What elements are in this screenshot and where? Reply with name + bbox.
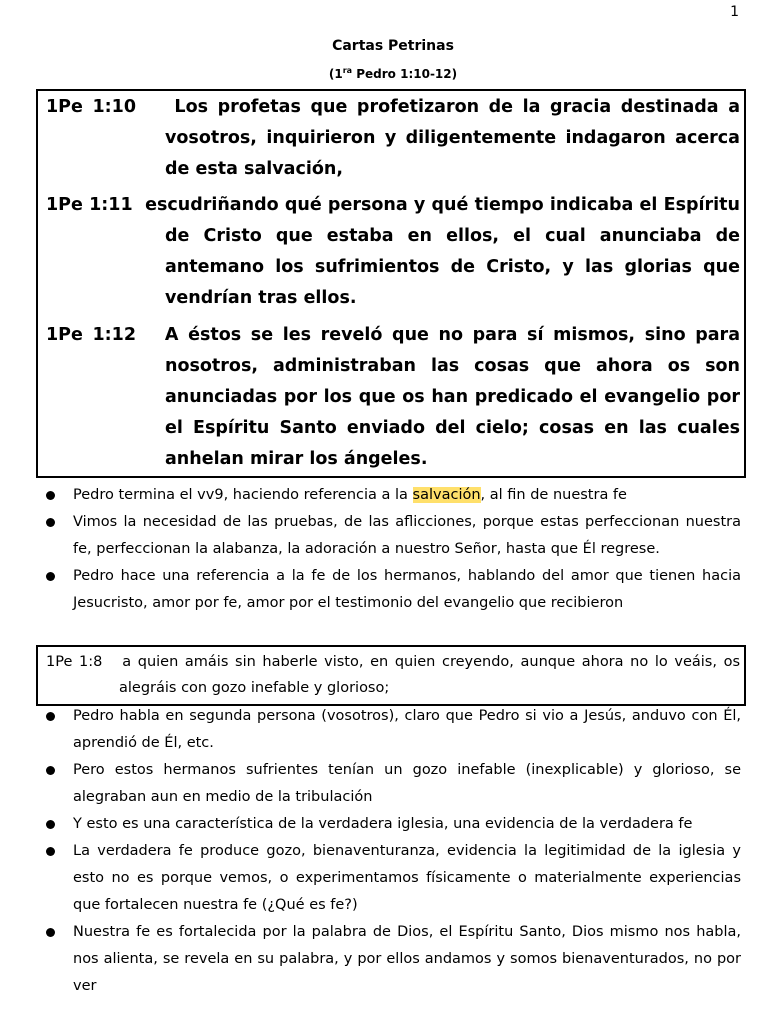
verse-reference: 1Pe 1:11 — [46, 195, 133, 215]
verse-text: Los profetas que profetizaron de la gracia destinada a vosotros, inquirieron y diligentemente indagaron acerca de esta salvación, — [165, 97, 740, 179]
bullet-text: Pedro hace una referencia a la fe de los hermanos, hablando del amor que tienen hacia Jesucristo, amor por fe, amor por el testimonio del evangelio que recibieron — [73, 568, 741, 611]
bullet-text-after: , al fin de nuestra fe — [480, 487, 627, 503]
bullet-icon — [46, 491, 55, 500]
bullet-text: Pedro habla en segunda persona (vosotros), claro que Pedro si vio a Jesús, anduvo con Él, aprendió de Él, etc. — [73, 708, 741, 751]
bullet-icon — [46, 820, 55, 829]
scripture-box-main — [36, 89, 746, 478]
bullet-icon — [46, 572, 55, 581]
list-item — [46, 811, 741, 838]
subtitle-rest: Pedro 1:10-12) — [352, 67, 458, 81]
list-item — [46, 482, 741, 509]
verse-reference: 1Pe 1:10 — [46, 97, 137, 117]
list-item — [46, 838, 741, 919]
verse-1-11 — [46, 190, 740, 314]
verse-text: A éstos se les reveló que no para sí mismos, sino para nosotros, administraban las cosas que ahora os son anunciadas por los que os han predicado el evangelio por el Espíritu Santo enviado del cielo; cosas en las cuales anhelan mirar los ángeles. — [164, 325, 740, 469]
verse-1-12 — [46, 320, 740, 475]
list-item — [46, 757, 741, 811]
document-title: Cartas Petrinas — [332, 38, 454, 54]
bullet-icon — [46, 518, 55, 527]
list-item — [46, 563, 741, 617]
subtitle-superscript: ra — [342, 66, 353, 75]
list-item — [46, 509, 741, 563]
subtitle-open: (1 — [328, 67, 343, 81]
verse-text: escudriñando qué persona y qué tiempo indicaba el Espíritu de Cristo que estaba en ellos, el cual anunciaba de antemano los sufrimientos de Cristo, y las glorias que vendrían tras ellos. — [145, 195, 740, 308]
bullet-text: La verdadera fe produce gozo, bienaventuranza, evidencia la legitimidad de la iglesia y esto no es porque vemos, o experimentamos físicamente o materialmente experiencias que fortalecen nuestra fe (¿Qué es fe?) — [73, 843, 741, 913]
page-number: 1 — [730, 4, 739, 20]
list-item — [46, 919, 741, 1000]
bullet-icon — [46, 712, 55, 721]
bullet-list-commentary — [46, 703, 741, 1000]
bullet-icon — [46, 847, 55, 856]
verse-reference: 1Pe 1:8 — [46, 654, 103, 670]
list-item — [46, 703, 741, 757]
verse-1-8 — [46, 649, 740, 701]
bullet-text: Y esto es una característica de la verdadera iglesia, una evidencia de la verdadera fe — [73, 816, 693, 832]
document-subtitle — [0, 66, 768, 81]
verse-reference: 1Pe 1:12 — [46, 325, 137, 345]
bullet-text: Pero estos hermanos sufrientes tenían un gozo inefable (inexplicable) y glorioso, se alegraban aun en medio de la tribulación — [73, 762, 741, 805]
scripture-box-secondary — [36, 645, 746, 706]
highlighted-word: salvación — [412, 487, 481, 503]
bullet-list-intro — [46, 482, 741, 617]
bullet-text: Vimos la necesidad de las pruebas, de las aflicciones, porque estas perfeccionan nuestra fe, perfeccionan la alabanza, la adoración a nuestro Señor, hasta que Él regrese. — [73, 514, 741, 557]
verse-1-10 — [46, 92, 740, 185]
bullet-icon — [46, 766, 55, 775]
bullet-text-before: Pedro termina el vv9, haciendo referencia a la — [73, 487, 413, 503]
bullet-icon — [46, 928, 55, 937]
verse-text: a quien amáis sin haberle visto, en quien creyendo, aunque ahora no lo veáis, os alegráis con gozo inefable y glorioso; — [119, 654, 741, 696]
bullet-text: Nuestra fe es fortalecida por la palabra de Dios, el Espíritu Santo, Dios mismo nos habla, nos alienta, se revela en su palabra, y por ellos andamos y somos bienaventurados, no por ver — [73, 924, 741, 994]
